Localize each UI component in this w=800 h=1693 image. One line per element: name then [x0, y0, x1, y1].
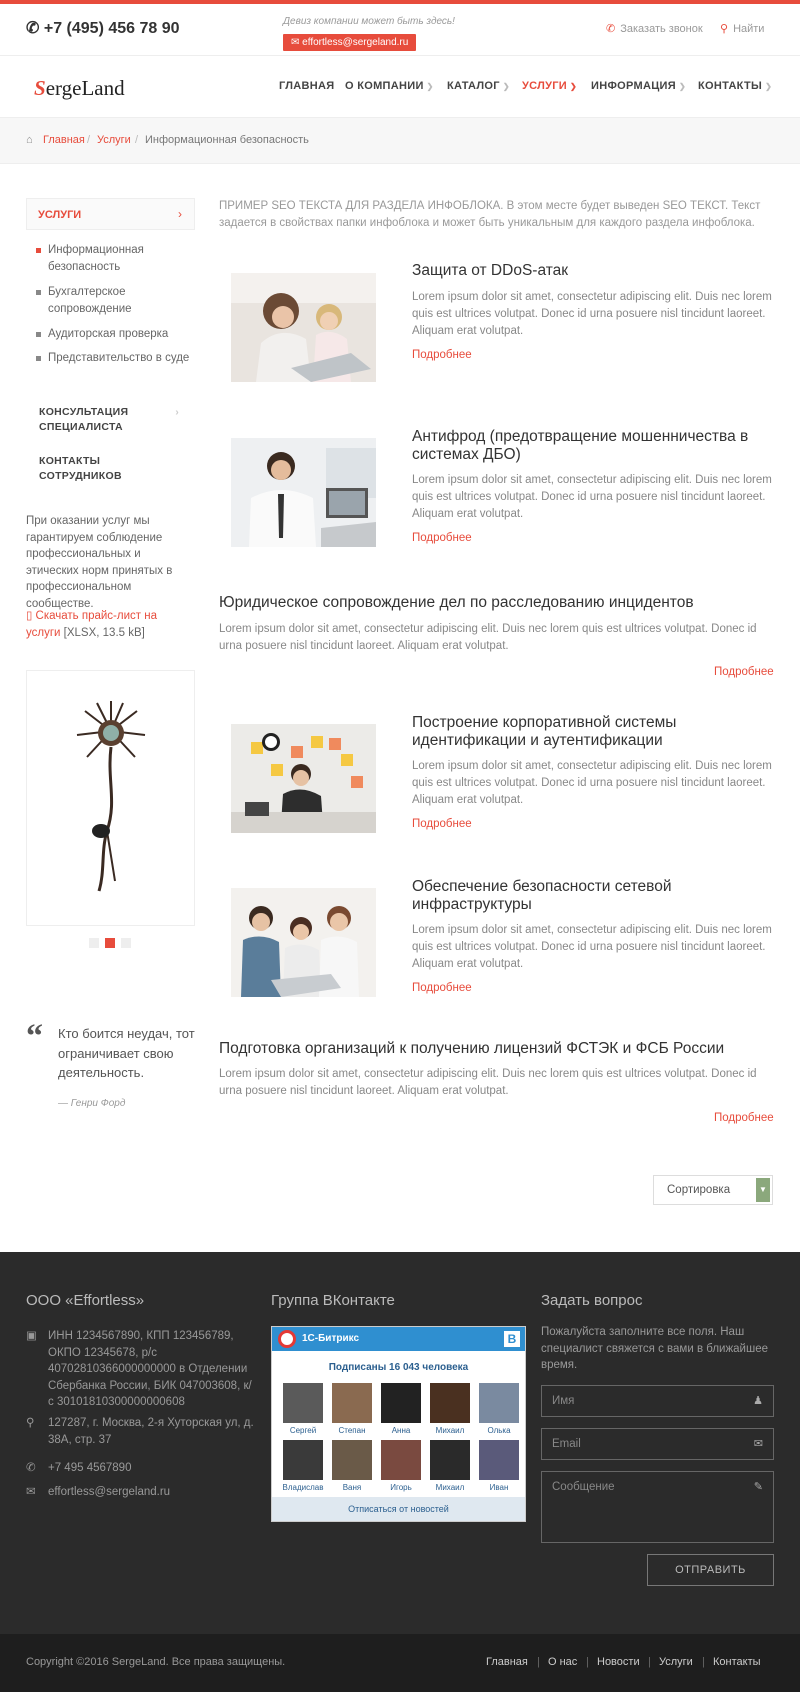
vk-member-name[interactable]: Олька — [487, 1426, 511, 1435]
phone-icon: ✆ — [26, 20, 44, 37]
phone-icon: ✆ — [26, 1462, 36, 1474]
envelope-icon: ✉ — [291, 37, 303, 48]
breadcrumb-separator: / — [135, 134, 139, 146]
bottom-link-about[interactable]: О нас — [548, 1656, 578, 1668]
name-field[interactable]: Имя ♟ — [541, 1385, 774, 1417]
chevron-down-icon: ❯ — [570, 82, 578, 91]
sidebar-item-consultation[interactable]: КОНСУЛЬТАЦИЯ СПЕЦИАЛИСТА › — [39, 406, 179, 433]
vk-group-name[interactable]: 1С-Битрикс — [302, 1333, 360, 1344]
article-image-network[interactable] — [231, 888, 376, 997]
slider-dot[interactable] — [121, 938, 131, 948]
chevron-down-icon: ❯ — [678, 82, 686, 91]
chevron-right-icon: › — [175, 407, 179, 418]
bullet-icon — [36, 332, 41, 337]
message-field[interactable]: Сообщение ✎ — [541, 1471, 774, 1543]
vk-subscribers: Подписаны 16 043 человека — [328, 1362, 469, 1373]
money-icon: ▣ — [26, 1330, 37, 1342]
article-image-ddos[interactable] — [231, 273, 376, 382]
vk-widget-header — [272, 1327, 525, 1351]
article-text: Lorem ipsum dolor sit amet, consectetur adipiscing elit. Duis nec lorem quis est ultrices volutpat. Donec id urna posuere nisl tincidunt laoreet. Aliquam erat volutpat. — [412, 924, 772, 970]
sidebar-item-staff-contacts[interactable]: КОНТАКТЫ СОТРУДНИКОВ — [39, 455, 122, 482]
solar-lamp-image — [27, 671, 196, 927]
sidebar-subitem-court[interactable]: Представительство в суде — [48, 350, 193, 367]
chevron-down-icon: ▼ — [756, 1178, 770, 1202]
bottom-separator: | — [702, 1656, 705, 1668]
nav-info[interactable]: ИНФОРМАЦИЯ ❯ — [591, 80, 686, 92]
vk-member-avatar[interactable] — [479, 1383, 519, 1423]
home-icon[interactable]: ⌂ — [26, 134, 33, 146]
copyright: Copyright ©2016 SergeLand. Все права защищены. — [26, 1656, 286, 1668]
article-title-licenses[interactable]: Подготовка организаций к получению лицензий ФСТЭК и ФСБ России — [219, 1040, 725, 1057]
vk-member-avatar[interactable] — [283, 1440, 323, 1480]
breadcrumb — [0, 118, 800, 164]
article-title-identity[interactable]: Построение корпоративной системы идентификации и аутентификации — [412, 714, 677, 749]
slider-dot-active[interactable] — [105, 938, 115, 948]
footer-address: ⚲ 127287, г. Москва, 2-я Хуторская ул, д. 38А, стр. 37 — [26, 1417, 254, 1446]
article-text: Lorem ipsum dolor sit amet, consectetur adipiscing elit. Duis nec lorem quis est ultrices volutpat. Donec id urna posuere nisl tincidunt laoreet. Aliquam erat volutpat. — [412, 474, 772, 520]
vk-member-avatar[interactable] — [332, 1383, 372, 1423]
read-more-link[interactable]: Подробнее — [714, 1112, 774, 1124]
chevron-down-icon: ❯ — [502, 82, 510, 91]
nav-about[interactable]: О КОМПАНИИ ❯ — [345, 80, 434, 92]
header-email-button[interactable]: ✉ effortless@sergeland.ru — [283, 34, 416, 51]
article-text: Lorem ipsum dolor sit amet, consectetur adipiscing elit. Duis nec lorem quis est ultrices volutpat. Donec id urna posuere nisl tincidunt laoreet. Aliquam erat volutpat. — [219, 1068, 757, 1097]
vk-member-avatar[interactable] — [430, 1440, 470, 1480]
vk-member-name[interactable]: Ваня — [342, 1483, 362, 1492]
read-more-link[interactable]: Подробнее — [412, 818, 472, 830]
email-field[interactable]: Email ✉ — [541, 1428, 774, 1460]
article-title-ddos[interactable]: Защита от DDoS-атак — [412, 262, 569, 279]
phone-icon: ✆ — [606, 23, 616, 35]
sidebar-subitem-infosec[interactable]: Информационная безопасность — [48, 242, 193, 276]
vk-unsubscribe-link[interactable]: Отписаться от новостей — [272, 1497, 525, 1521]
vk-member-name[interactable]: Михаил — [435, 1426, 465, 1435]
quote-text: Кто боится неудач, тот ограничивает свою деятельность. — [58, 1026, 195, 1080]
bottom-link-news[interactable]: Новости — [597, 1656, 640, 1668]
bottom-separator: | — [586, 1656, 589, 1668]
bottom-link-contacts[interactable]: Контакты — [713, 1656, 761, 1668]
bottom-separator: | — [648, 1656, 651, 1668]
seo-intro-text: ПРИМЕР SEO ТЕКСТА ДЛЯ РАЗДЕЛА ИНФОБЛОКА. В этом месте будет выведен SEO ТЕКСТ. Текст задается в свойствах папки инфоблока и может быть уникальным для каждого раздела инфоблока. — [219, 200, 761, 229]
footer-requisites: ▣ ИНН 1234567890, КПП 123456789, ОКПО 12345678, р/с 40702810366000000000 в Отделении Сбербанка России, БИК 047003608, к/с 30101810300000000608 — [26, 1330, 252, 1408]
chevron-right-icon: › — [178, 207, 182, 221]
footer — [0, 1252, 800, 1634]
header-phone[interactable]: ✆ +7 (495) 456 78 90 — [26, 20, 180, 37]
chevron-down-icon: ❯ — [765, 82, 773, 91]
pencil-icon: ✎ — [753, 1481, 763, 1493]
nav-home[interactable]: ГЛАВНАЯ — [279, 80, 335, 92]
quote-author: — Генри Форд — [58, 1098, 126, 1109]
search-link[interactable]: ⚲ Найти — [720, 23, 765, 35]
vk-member-name[interactable]: Анна — [391, 1426, 411, 1435]
read-more-link[interactable]: Подробнее — [412, 349, 472, 361]
article-title-antifraud[interactable]: Антифрод (предотвращение мошенничества в системах ДБО) — [412, 428, 749, 463]
footer-email[interactable]: ✉ effortless@sergeland.ru — [26, 1484, 256, 1501]
nav-catalog[interactable]: КАТАЛОГ ❯ — [447, 80, 510, 92]
chevron-down-icon: ❯ — [426, 82, 434, 91]
article-text: Lorem ipsum dolor sit amet, consectetur adipiscing elit. Duis nec lorem quis est ultrices volutpat. Donec id urna posuere nisl tincidunt laoreet. Aliquam erat volutpat. — [219, 623, 757, 652]
vk-member-avatar[interactable] — [283, 1383, 323, 1423]
footer-ask-title: Задать вопрос — [541, 1292, 643, 1309]
sidebar-header-services[interactable]: УСЛУГИ › — [26, 198, 195, 230]
bullet-icon — [36, 356, 41, 361]
vk-member-avatar[interactable] — [430, 1383, 470, 1423]
bitrix-logo-icon — [278, 1330, 296, 1348]
vk-member-avatar[interactable] — [381, 1383, 421, 1423]
slider-dot[interactable] — [89, 938, 99, 948]
map-pin-icon: ⚲ — [26, 1417, 35, 1429]
sidebar-guarantee-text: При оказании услуг мы гарантируем соблюдение профессиональных и этических норм принятых в профессиональном сообществе. — [26, 515, 173, 610]
quote-icon: “ — [26, 1018, 43, 1055]
vk-member-name[interactable]: Сергей — [289, 1426, 317, 1435]
footer-vk-title: Группа ВКонтакте — [271, 1292, 395, 1309]
article-title-network[interactable]: Обеспечение безопасности сетевой инфраструктуры — [412, 878, 672, 913]
vk-member-name[interactable]: Игорь — [390, 1483, 412, 1492]
envelope-icon: ✉ — [26, 1486, 36, 1498]
main-navbar — [0, 56, 800, 118]
vk-member-avatar[interactable] — [332, 1440, 372, 1480]
footer-ask-text: Пожалуйста заполните все поля. Наш специалист свяжется с вами в ближайшее время. — [541, 1326, 768, 1371]
sidebar-subitem-accounting[interactable]: Бухгалтерское сопровождение — [48, 284, 193, 318]
bottom-link-services[interactable]: Услуги — [659, 1656, 693, 1668]
vk-member-name[interactable]: Михаил — [435, 1483, 465, 1492]
vk-member-avatar[interactable] — [381, 1440, 421, 1480]
vk-widget[interactable] — [271, 1326, 526, 1522]
footer-company-title: ООО «Effortless» — [26, 1292, 145, 1309]
send-button[interactable]: ОТПРАВИТЬ — [647, 1554, 774, 1586]
read-more-link[interactable]: Подробнее — [412, 982, 472, 994]
bullet-icon — [36, 248, 41, 253]
read-more-link[interactable]: Подробнее — [714, 666, 774, 678]
article-text: Lorem ipsum dolor sit amet, consectetur adipiscing elit. Duis nec lorem quis est ultrices volutpat. Donec id urna posuere nisl tincidunt laoreet. Aliquam erat volutpat. — [412, 760, 772, 806]
article-image-antifraud[interactable] — [231, 438, 376, 547]
breadcrumb-services[interactable]: Услуги — [97, 134, 131, 146]
file-icon: ▯ — [26, 610, 36, 622]
site-logo[interactable]: SergeLand — [34, 76, 125, 100]
article-image-identity[interactable] — [231, 724, 376, 833]
nav-contacts[interactable]: КОНТАКТЫ ❯ — [698, 80, 773, 92]
bottom-bar — [0, 1634, 800, 1692]
main-content — [0, 164, 800, 1252]
footer-phone: ✆ +7 495 4567890 — [26, 1460, 256, 1477]
bottom-link-home[interactable]: Главная — [486, 1656, 528, 1668]
article-text: Lorem ipsum dolor sit amet, consectetur adipiscing elit. Duis nec lorem quis est ultrices volutpat. Donec id urna posuere nisl tincidunt laoreet. Aliquam erat volutpat. — [412, 291, 772, 337]
sidebar-subitem-audit[interactable]: Аудиторская проверка — [48, 326, 193, 343]
envelope-icon: ✉ — [753, 1438, 763, 1450]
price-list-download — [26, 608, 191, 641]
breadcrumb-home[interactable]: Главная — [43, 134, 85, 146]
article-title-legal[interactable]: Юридическое сопровождение дел по расследованию инцидентов — [219, 594, 694, 611]
vk-member-avatar[interactable] — [479, 1440, 519, 1480]
breadcrumb-current: Информационная безопасность — [145, 134, 309, 146]
company-motto: Девиз компании может быть здесь! — [283, 16, 455, 27]
price-list-meta: [XLSX, 13.5 kB] — [63, 626, 145, 639]
breadcrumb-separator: / — [87, 134, 91, 146]
nav-services[interactable]: УСЛУГИ ❯ — [522, 80, 578, 92]
user-icon: ♟ — [753, 1395, 763, 1407]
vk-member-name[interactable]: Степан — [338, 1426, 366, 1435]
top-bar — [0, 0, 800, 56]
vk-member-name[interactable]: Иван — [489, 1483, 509, 1492]
search-icon: ⚲ — [720, 23, 729, 35]
price-list-link[interactable]: Скачать прайс-лист на услуги — [26, 610, 157, 639]
read-more-link[interactable]: Подробнее — [412, 532, 472, 544]
callback-link[interactable]: ✆ Заказать звонок — [606, 23, 703, 35]
sort-select[interactable]: Сортировка ▼ — [653, 1175, 773, 1205]
bullet-icon — [36, 290, 41, 295]
vk-logo-icon: B — [504, 1331, 520, 1347]
bottom-separator: | — [537, 1656, 540, 1668]
product-slider[interactable] — [26, 670, 195, 926]
vk-member-name[interactable]: Владислав — [282, 1483, 324, 1492]
